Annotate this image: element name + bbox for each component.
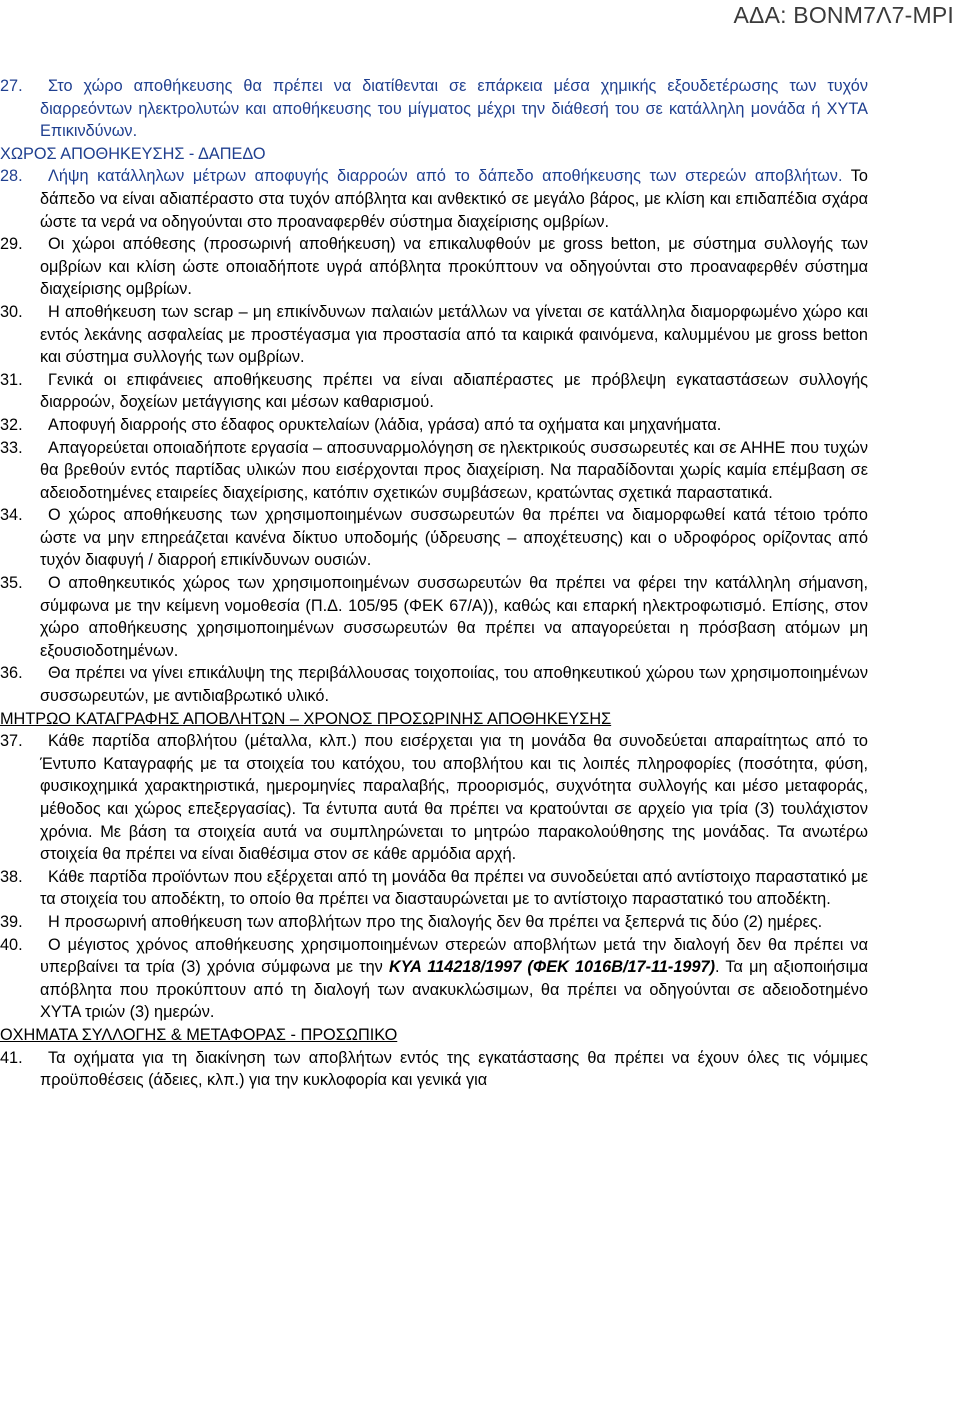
list-item [0,437,868,505]
item-text: Η προσωρινή αποθήκευση των αποβλήτων προ της διαλογής δεν θα πρέπει να ξεπερνά τις δύο (2) ημέρες. [48,912,823,931]
list-item [0,233,868,301]
item-number: 38. [0,867,23,886]
item-text: Απαγορεύεται οποιαδήποτε εργασία – αποσυναρμολόγηση σε ηλεκτρικούς συσσωρευτές και σε ΑΗΗΕ που τυχών θα βρεθούν εντός παρτίδας υλικών που εισέρχονται προς διαχείριση. Να παραδίδονται χωρίς καμία επέμβαση σε αδειοδοτημένες εταιρείες διαχείρισης, κατόπιν σχετικών συμβάσεων, κρατώντας σχετικά παραστατικά. [40,438,868,502]
item-text: Κάθε παρτίδα αποβλήτου (μέταλλα, κλπ.) που εισέρχεται για τη μονάδα θα συνοδεύεται απαραίτητως από το Έντυπο Καταγραφής με τα στοιχεία του κατόχου, του αποβλήτου και τις λοιπές πληροφορίες (ποσότητα, φύση, φυσικοχημικά χαρακτηριστικά, ημερομηνίες παραλαβής, προορισμός, συχνότητα συλλογής και μέσο μεταφοράς, μέθοδος και χώρος επεξεργασίας). Τα έντυπα αυτά θα πρέπει να κρατούνται σε αρχείο για τρία (3) τουλάχιστον χρόνια. Με βάση τα στοιχεία αυτά να συμπληρώνεται το μητρώο παρακολούθησης της μονάδας. Τα ανωτέρω στοιχεία θα πρέπει να είναι διαθέσιμα στον σε κάθε αρμόδια αρχή. [40,732,868,864]
item-number: 33. [0,438,23,457]
item-text: Ο αποθηκευτικός χώρος των χρησιμοποιημένων συσσωρευτών θα πρέπει να φέρει την κατάλληλη σήμανση, σύμφωνα με την κείμενη νομοθεσία (Π.Δ. 105/95 (ΦΕΚ 67/Α)), καθώς και επαρκή ηλεκτροφωτισμό. Επίσης, στον χώρο αποθήκευσης χρησιμοποιημένων συσσωρευτών θα πρέπει να απαγορεύεται η πρόσβαση ατόμων μη εξουσιοδοτημένων. [40,574,868,660]
item-text: Κάθε παρτίδα προϊόντων που εξέρχεται από τη μονάδα θα πρέπει να συνοδεύεται από αντίστοιχο παραστατικό με τα στοιχεία του αποδέκτη, το οποίο θα πρέπει να διασταυρώνεται με το αντίστοιχο παραστατικό του αποδέκτη. [40,867,868,909]
item-number: 39. [0,912,23,931]
item-text: Γενικά οι επιφάνειες αποθήκευσης πρέπει να είναι αδιαπέραστες με πρόβλεψη εγκαταστάσεων συλλογής διαρροών, δοχείων μετάγγισης και μέσων καθαρισμού. [40,370,868,412]
item-text: Το δάπεδο να είναι αδιαπέραστο στα τυχόν απόβλητα και ανθεκτικό σε μεγάλο βάρος, με κλίση και επιδαπέδια σχάρα ώστε τα νερά να οδηγούνται στο προαναφερθέν σύστημα διαχείρισης ομβρίων. [40,167,868,231]
item-text: . Τα μη αξιοποιήσιμα απόβλητα που προκύπτουν από τη διαλογή των ανακυκλώσιμων, θα πρέπει να οδηγούνται σε αδειοδοτημένο ΧΥΤΑ τριών (3) ημερών. [40,958,869,1022]
item-number: 34. [0,506,23,525]
item-number: 30. [0,302,23,321]
item-text: Στο χώρο αποθήκευσης θα πρέπει να διατίθενται σε επάρκεια μέσα χημικής εξουδετέρωσης των τυχόν διαρρεόντων ηλεκτρολυτών και αποθήκευσης του μίγματος μέχρι την διάθεσή του σε κατάλληλη μονάδα ή ΧΥΤΑ Επικινδύνων. [40,77,868,141]
item-text: Θα πρέπει να γίνει επικάλυψη της περιβάλλουσας τοιχοποιίας, του αποθηκευτικού χώρου των χρησιμοποιημένων συσσωρευτών, με αντιδιαβρωτικό υλικό. [40,664,868,706]
ada-header: ΑΔΑ: ΒΟΝΜ7Λ7-ΜΡΙ [733,2,954,28]
section-heading: ΟΧΗΜΑΤΑ ΣΥΛΛΟΓΗΣ & ΜΕΤΑΦΟΡΑΣ - ΠΡΟΣΩΠΙΚΟ [0,1025,398,1044]
list-item [0,1047,868,1092]
list-item [0,75,868,143]
document-body [0,75,869,1092]
list-item [0,369,868,414]
item-text: Η αποθήκευση των scrap – μη επικίνδυνων παλαιών μετάλλων να γίνεται σε κατάλληλα διαμορφωμένο χώρο και εντός λεκάνης ασφαλείας με προστέγασμα για προστασία από τα καιρικά φαινόμενα, καλυμμένου με gross betton και σύστημα συλλογής των ομβρίων. [40,302,868,367]
item-number: 37. [0,732,23,751]
list-item [0,934,869,1024]
list-item [0,504,868,572]
legal-reference: ΚΥΑ 114218/1997 (ΦΕΚ 1016Β/17-11-1997) [388,958,715,977]
section-heading: ΧΩΡΟΣ ΑΠΟΘΗΚΕΥΣΗΣ - ΔΑΠΕΔΟ [0,144,266,163]
section-heading: ΜΗΤΡΩΟ ΚΑΤΑΓΡΑΦΗΣ ΑΠΟΒΛΗΤΩΝ – ΧΡΟΝΟΣ ΠΡΟΣΩΡΙΝΗΣ ΑΠΟΘΗΚΕΥΣΗΣ [0,709,612,728]
list-item [0,301,868,369]
item-text: Οι χώροι απόθεσης (προσωρινή αποθήκευση) να επικαλυφθούν με gross betton, με σύστημα συλλογής των ομβρίων και κλίση ώστε οποιαδήποτε υγρά απόβλητα προκύπτουν να οδηγούνται στο προαναφερθέν σύστημα διαχείρισης ομβρίων. [40,235,868,299]
item-text: Τα οχήματα για τη διακίνηση των αποβλήτων εντός της εγκατάστασης θα πρέπει να έχουν όλες τις νόμιμες προϋποθέσεις (άδειες, κλπ.) για την κυκλοφορία και γενικά για [40,1048,868,1090]
item-number: 29. [0,235,23,254]
list-item [0,911,868,934]
item-number: 35. [0,574,23,593]
item-number: 31. [0,370,23,389]
item-number: 28. [0,167,23,186]
item-text: Αποφυγή διαρροής στο έδαφος ορυκτελαίων (λάδια, γράσα) από τα οχήματα και μηχανήματα. [48,415,722,434]
item-number: 41. [0,1048,23,1067]
list-item [0,730,868,866]
item-number: 32. [0,415,23,434]
list-item [0,866,868,911]
list-item [0,414,868,437]
item-text: Λήψη κατάλληλων μέτρων αποφυγής διαρροών από το δάπεδο αποθήκευσης των στερεών αποβλήτων. [48,167,843,186]
item-text: Ο μέγιστος χρόνος αποθήκευσης χρησιμοποιημένων στερεών αποβλήτων μετά την διαλογή δεν θα πρέπει να υπερβαίνει τα τρία (3) χρόνια σύμφωνα με την [40,935,868,977]
list-item [0,165,868,233]
item-number: 27. [0,77,23,95]
item-number: 40. [0,935,23,954]
item-number: 36. [0,664,23,683]
list-item [0,662,868,707]
item-text: Ο χώρος αποθήκευσης των χρησιμοποιημένων συσσωρευτών θα πρέπει να διαμορφωθεί κατά τέτοιο τρόπο ώστε να μην επηρεάζεται κανένα δίκτυο υποδομής (ύδρευσης – αποχέτευσης) και ο υδροφόρος ορίζοντας από τυχόν διαφυγή / διαρροή επικίνδυνων ουσιών. [40,506,868,570]
list-item [0,572,868,662]
